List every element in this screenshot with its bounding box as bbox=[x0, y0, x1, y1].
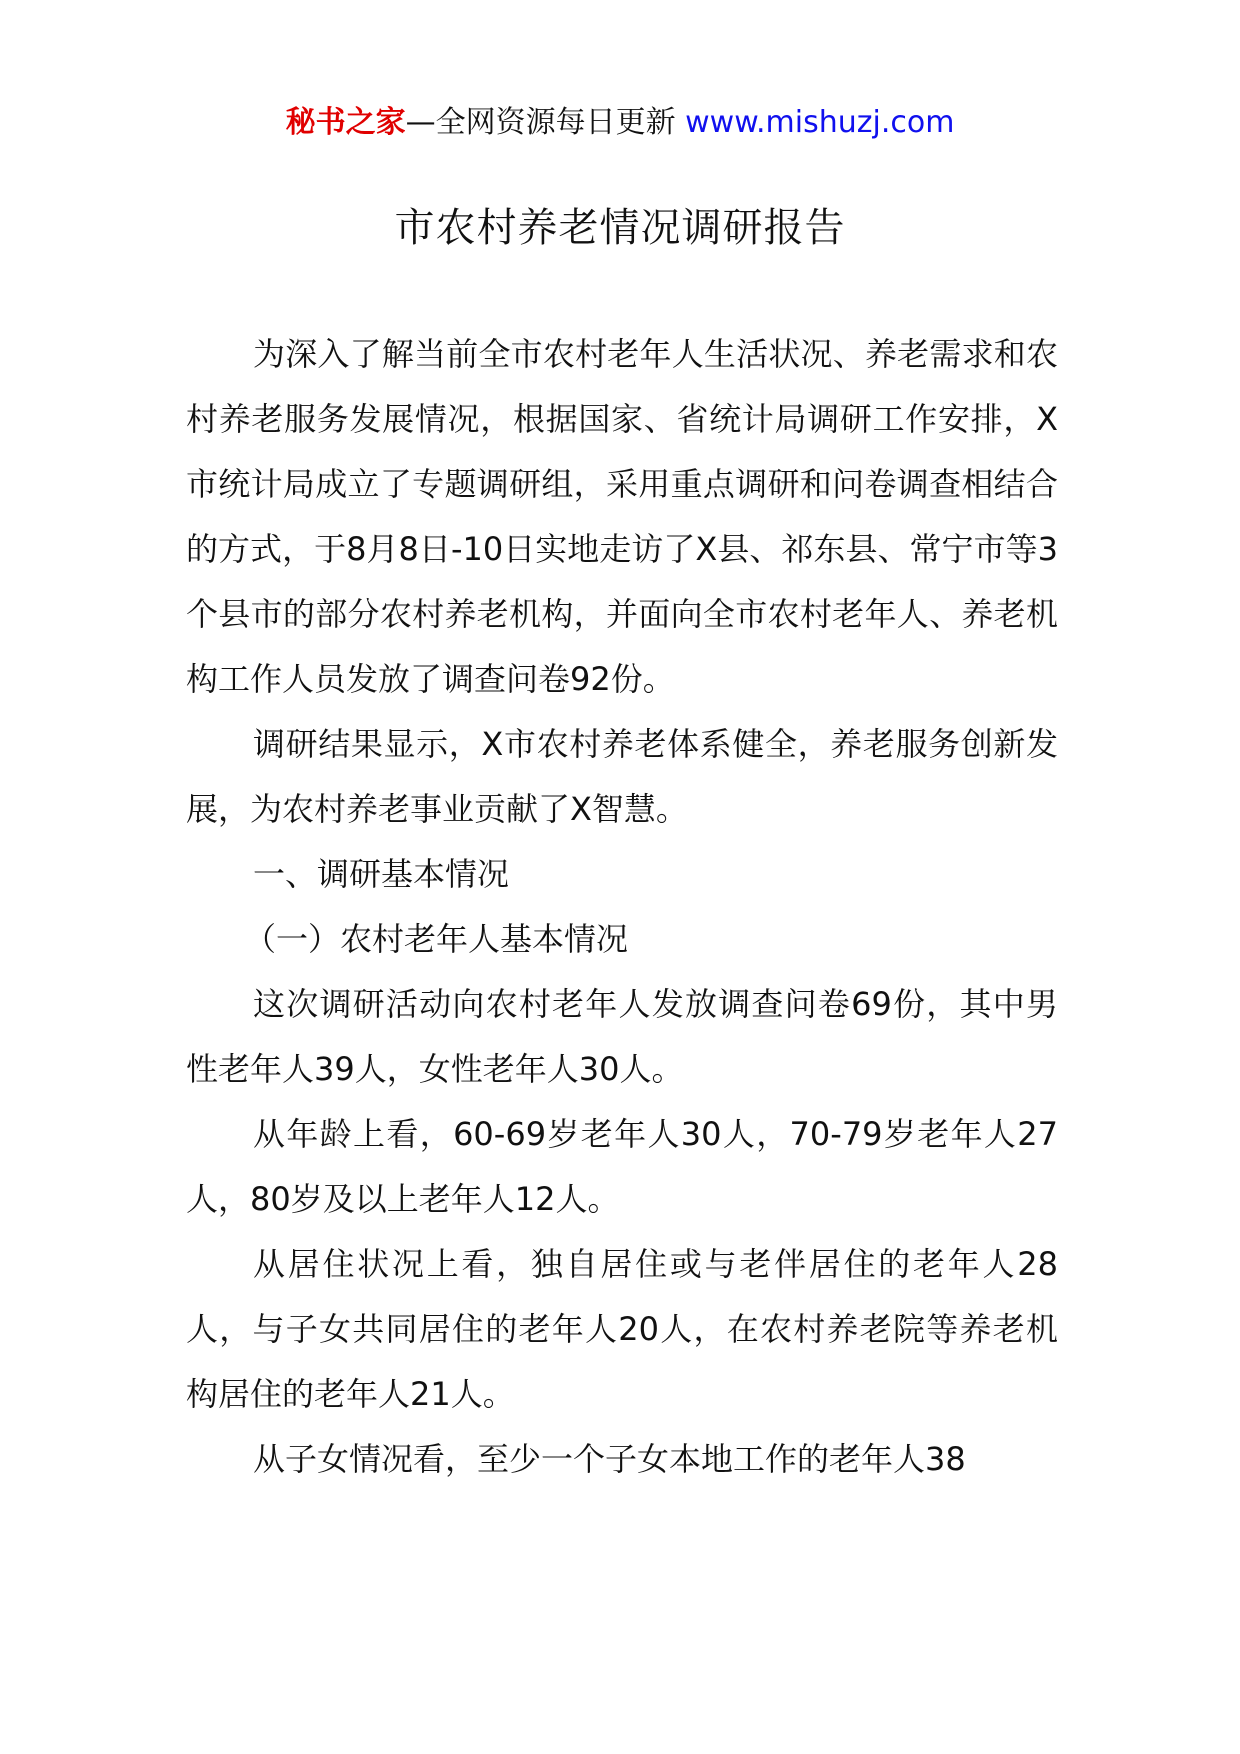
site-header bbox=[0, 100, 1240, 146]
brand-name: 秘书之家 bbox=[285, 105, 406, 140]
paragraph-intro: 为深入了解当前全市农村老年人生活状况、养老需求和农村养老服务发展情况，根据国家、省统计局调研工作安排，X市统计局成立了专题调研组，采用重点调研和问卷调查相结合的方式，于8月8日-10日实地走访了X县、祁东县、常宁市等3个县市的部分农村养老机构，并面向全市农村老年人、养老机构工作人员发放了调查问卷92份。 bbox=[186, 335, 1058, 698]
section-heading: 一、调研基本情况 bbox=[253, 855, 510, 893]
paragraph-age: 从年龄上看，60-69岁老年人30人，70-79岁老年人27人，80岁及以上老年人12人。 bbox=[186, 1115, 1058, 1218]
subsection-heading: （一）农村老年人基本情况 bbox=[244, 920, 629, 958]
paragraph-summary: 调研结果显示，X市农村养老体系健全，养老服务创新发展，为农村养老事业贡献了X智慧。 bbox=[186, 725, 1058, 828]
paragraph-survey: 这次调研活动向农村老年人发放调查问卷69份，其中男性老年人39人，女性老年人30人。 bbox=[186, 985, 1058, 1088]
document-title: 市农村养老情况调研报告 bbox=[394, 205, 846, 251]
paragraph-children: 从子女情况看，至少一个子女本地工作的老年人38 bbox=[253, 1440, 966, 1478]
site-url-link[interactable]: www.mishuzj.com bbox=[685, 105, 955, 140]
document-body bbox=[186, 322, 1058, 1492]
header-tagline: —全网资源每日更新 bbox=[405, 105, 686, 140]
paragraph-residence: 从居住状况上看，独自居住或与老伴居住的老年人28人，与子女共同居住的老年人20人，在农村养老院等养老机构居住的老年人21人。 bbox=[186, 1245, 1058, 1413]
